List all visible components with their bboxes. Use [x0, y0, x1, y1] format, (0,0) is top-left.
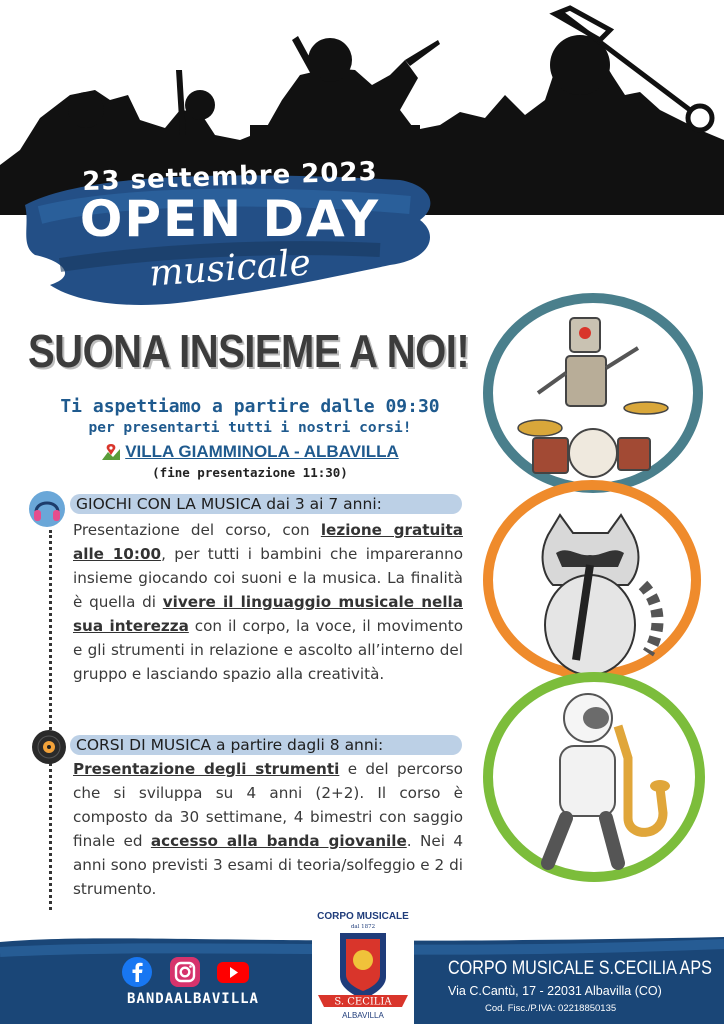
venue-name[interactable]: VILLA GIAMMINOLA - ALBAVILLA: [125, 442, 399, 461]
body-emphasis: lezione gratuita alle 10:00: [73, 521, 463, 563]
badge-bottom-text: ALBAVILLA: [342, 1011, 384, 1020]
organization-name: CORPO MUSICALE S.CECILIA APS: [448, 958, 712, 979]
badge-year: dal 1872: [350, 924, 376, 930]
body-text: Presentazione del corso, con: [73, 521, 321, 539]
social-handle[interactable]: BANDAALBAVILLA: [126, 991, 259, 1007]
instagram-icon[interactable]: [168, 955, 202, 989]
section-heading-courses: CORSI DI MUSICA a partire dagli 8 anni:: [70, 735, 462, 755]
astronaut-saxophone-illustration: [478, 668, 710, 886]
section-body-games: [73, 518, 463, 686]
map-pin-icon: [101, 443, 121, 461]
body-text: , per tutti i bambini che impareranno insieme giocando coi suoni e la musica. La finalità è quella di: [73, 545, 463, 611]
robot-drummer-illustration: [478, 288, 708, 498]
organization-address: Via C.Cantù, 17 - 22031 Albavilla (CO): [448, 984, 662, 998]
body-text: con il corpo, la voce, il movimento e gli strumenti in relazione e ascolto all’interno del gruppo e lasciando spazio alla creatività.: [73, 617, 463, 683]
facebook-icon[interactable]: [120, 955, 154, 989]
social-links: [120, 955, 250, 989]
raccoon-clarinet-illustration: [478, 475, 706, 685]
intro-time: Ti aspettiamo a partire dalle 09:30: [60, 396, 440, 417]
body-emphasis: vivere il linguaggio musicale nella sua interezza: [73, 593, 463, 635]
event-title: OPEN DAY: [79, 190, 381, 248]
body-text: . Nei 4 anni sono previsti 3 esami di teoria/solfeggio e 2 di strumento.: [73, 832, 464, 898]
band-crest-icon: [312, 905, 414, 1024]
badge-top-text: CORPO MUSICALE: [317, 911, 409, 922]
youtube-icon[interactable]: [216, 955, 250, 989]
event-date: 23 settembre 2023: [81, 156, 379, 198]
intro-courses: per presentarti tutti i nostri corsi!: [88, 420, 412, 436]
body-emphasis: accesso alla banda giovanile: [150, 832, 407, 850]
band-logo: [312, 905, 414, 1024]
vinyl-icon: [30, 728, 68, 766]
event-subtitle: musicale: [147, 242, 313, 295]
body-emphasis: Presentazione degli strumenti: [73, 760, 340, 778]
organization-fiscal-code: Cod. Fisc./P.IVA: 02218850135: [485, 1003, 617, 1014]
badge-ribbon-text: S. CECILIA: [334, 996, 392, 1008]
headphones-icon: [28, 490, 66, 528]
body-text: e del percorso che si sviluppa su 4 anni (2+2). Il corso è composto da 30 settimane, 4 bimestri con saggio finale ed: [73, 760, 463, 850]
page-headline: SUONA INSIEME A NOI!: [28, 326, 470, 378]
section-body-courses: [73, 757, 463, 901]
venue-row: [100, 442, 400, 462]
section-heading-games: GIOCHI CON LA MUSICA dai 3 ai 7 anni:: [70, 494, 462, 514]
presentation-end: (fine presentazione 11:30): [152, 465, 348, 480]
timeline-dots: [49, 530, 52, 910]
